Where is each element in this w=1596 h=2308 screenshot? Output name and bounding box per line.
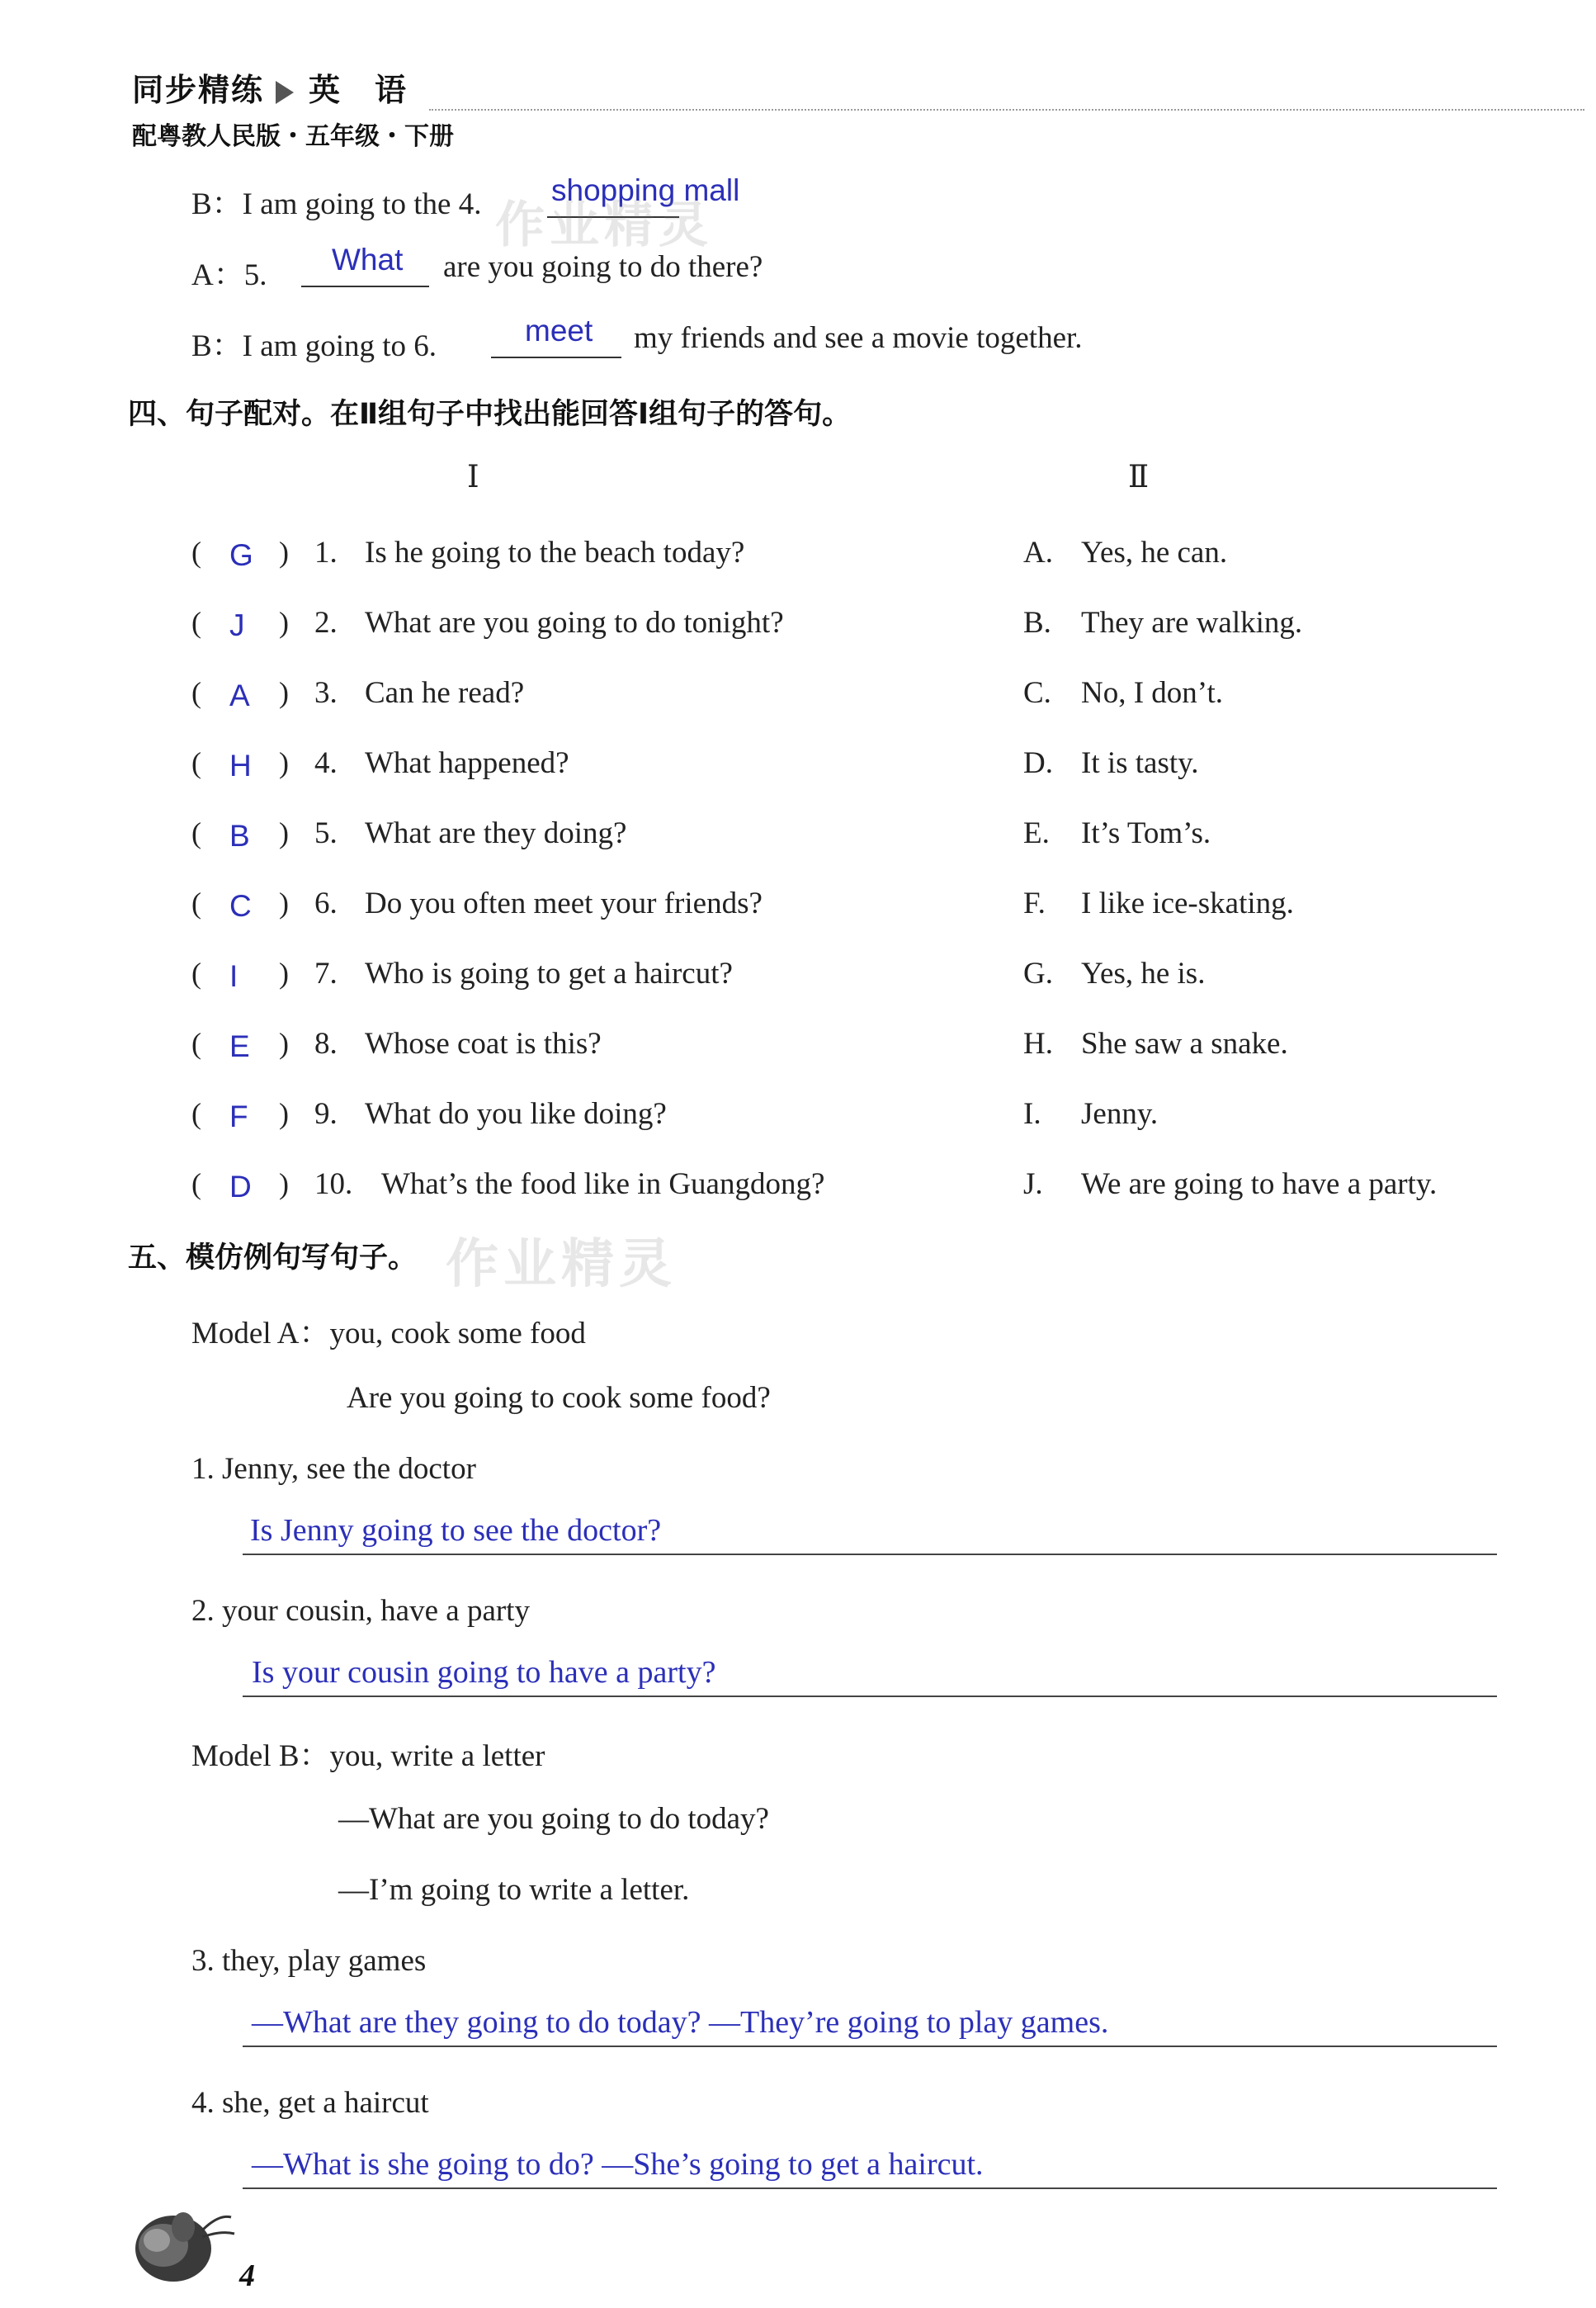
butterfly-icon — [124, 2197, 239, 2288]
option-letter: D. — [1023, 746, 1053, 780]
watermark-top: 作业精灵 — [495, 196, 713, 254]
option-text: Yes, he can. — [1081, 536, 1228, 570]
option-text: Yes, he is. — [1081, 957, 1206, 991]
question-text: What are they doing? — [365, 816, 627, 850]
option-text: She saw a snake. — [1081, 1027, 1288, 1061]
match-answer: H — [229, 749, 252, 783]
dialogue-line-5-prefix: A：5. — [191, 258, 267, 292]
match-answer: F — [229, 1100, 248, 1133]
option-letter: G. — [1023, 957, 1053, 991]
question-number: 8. — [314, 1027, 338, 1061]
dialogue-line-5-suffix: are you going to do there? — [443, 250, 763, 284]
question-text: Do you often meet your friends? — [365, 887, 763, 920]
page-number: 4 — [239, 2258, 255, 2293]
option-letter: J. — [1023, 1167, 1043, 1201]
answer-line-3 — [243, 2046, 1497, 2047]
watermark: 作业精灵 — [446, 1234, 677, 1295]
item-3-answer: —What are they going to do today? —They’re going to play games. — [252, 2005, 1109, 2040]
paren-open: ( — [191, 816, 201, 849]
answer-line-4 — [243, 2187, 1497, 2189]
item-3-prompt: 3. they, play games — [191, 1944, 427, 1978]
paren-close: ) — [279, 1167, 289, 1200]
paren-close: ) — [279, 957, 289, 990]
paren-open: ( — [191, 887, 201, 920]
paren-open: ( — [191, 746, 201, 779]
dialogue-line-6-prefix: B：I am going to 6. — [191, 329, 437, 363]
dialogue-line-6-suffix: my friends and see a movie together. — [634, 321, 1083, 355]
match-answer: A — [229, 679, 250, 712]
question-text: Who is going to get a haircut? — [365, 957, 733, 991]
model-b-question: —What are you going to do today? — [338, 1802, 769, 1836]
book-series: 同步精练 — [132, 72, 265, 108]
section-5-heading: 五、模仿例句写句子。 — [128, 1241, 418, 1275]
option-text: I like ice-skating. — [1081, 887, 1294, 920]
question-number: 10. — [314, 1167, 353, 1201]
option-letter: E. — [1023, 816, 1050, 850]
paren-open: ( — [191, 957, 201, 990]
question-number: 1. — [314, 536, 338, 570]
option-text: It’s Tom’s. — [1081, 816, 1211, 850]
item-2-prompt: 2. your cousin, have a party — [191, 1594, 530, 1628]
question-number: 5. — [314, 816, 338, 850]
question-number: 9. — [314, 1097, 338, 1131]
question-text: What do you like doing? — [365, 1097, 667, 1131]
answer-line-2 — [243, 1696, 1497, 1697]
item-4-answer: —What is she going to do? —She’s going to get a haircut. — [252, 2147, 984, 2182]
question-text: What are you going to do tonight? — [365, 606, 784, 640]
option-letter: B. — [1023, 606, 1051, 640]
triangle-arrow-icon — [276, 81, 294, 104]
paren-open: ( — [191, 676, 201, 709]
option-text: They are walking. — [1081, 606, 1303, 640]
match-answer: I — [229, 959, 238, 993]
option-text: It is tasty. — [1081, 746, 1199, 780]
question-number: 3. — [314, 676, 338, 710]
book-title — [132, 64, 408, 110]
model-a-example: Are you going to cook some food? — [347, 1381, 771, 1415]
question-text: What’s the food like in Guangdong? — [381, 1167, 825, 1201]
match-answer: C — [229, 889, 252, 923]
item-4-prompt: 4. she, get a haircut — [191, 2086, 429, 2120]
paren-close: ) — [279, 1097, 289, 1130]
question-number: 4. — [314, 746, 338, 780]
column-2-heading: Ⅱ — [1128, 461, 1150, 494]
paren-open: ( — [191, 1097, 201, 1130]
answer-6: meet — [525, 314, 593, 348]
option-letter: C. — [1023, 676, 1051, 710]
paren-close: ) — [279, 887, 289, 920]
paren-close: ) — [279, 536, 289, 569]
paren-close: ) — [279, 606, 289, 639]
option-letter: H. — [1023, 1027, 1053, 1061]
item-2-answer: Is your cousin going to have a party? — [252, 1655, 716, 1690]
paren-close: ) — [279, 1027, 289, 1060]
option-text: We are going to have a party. — [1081, 1167, 1438, 1201]
match-answer: B — [229, 819, 250, 853]
blank-6 — [491, 357, 621, 358]
match-answer: G — [229, 538, 253, 572]
match-answer: J — [229, 608, 245, 642]
item-1-prompt: 1. Jenny, see the doctor — [191, 1452, 476, 1486]
paren-open: ( — [191, 536, 201, 569]
question-number: 7. — [314, 957, 338, 991]
item-1-answer: Is Jenny going to see the doctor? — [250, 1513, 662, 1548]
answer-4: shopping mall — [551, 173, 740, 207]
question-text: Can he read? — [365, 676, 525, 710]
match-answer: E — [229, 1029, 250, 1063]
book-edition: 配粤教人民版・五年级・下册 — [132, 122, 454, 151]
question-text: Is he going to the beach today? — [365, 536, 745, 570]
dialogue-line-4: B：I am going to the 4. — [191, 187, 482, 221]
option-letter: I. — [1023, 1097, 1041, 1131]
answer-line-1 — [243, 1554, 1497, 1555]
book-subject: 英 语 — [309, 72, 408, 108]
question-number: 2. — [314, 606, 338, 640]
option-letter: F. — [1023, 887, 1046, 920]
option-text: No, I don’t. — [1081, 676, 1223, 710]
question-text: What happened? — [365, 746, 569, 780]
question-number: 6. — [314, 887, 338, 920]
paren-open: ( — [191, 1167, 201, 1200]
option-text: Jenny. — [1081, 1097, 1159, 1131]
model-a-label: Model A：you, cook some food — [191, 1317, 586, 1350]
option-letter: A. — [1023, 536, 1053, 570]
paren-close: ) — [279, 746, 289, 779]
paren-open: ( — [191, 1027, 201, 1060]
section-4-heading: 四、句子配对。在Ⅱ组句子中找出能回答Ⅰ组句子的答句。 — [128, 398, 852, 431]
column-1-heading: Ⅰ — [467, 461, 479, 494]
model-b-label: Model B：you, write a letter — [191, 1739, 545, 1773]
blank-5 — [301, 286, 429, 287]
paren-open: ( — [191, 606, 201, 639]
model-b-answer: —I’m going to write a letter. — [338, 1873, 690, 1907]
header-divider — [429, 109, 1584, 111]
answer-5: What — [332, 243, 404, 277]
question-text: Whose coat is this? — [365, 1027, 602, 1061]
paren-close: ) — [279, 816, 289, 849]
match-answer: D — [229, 1170, 252, 1204]
paren-close: ) — [279, 676, 289, 709]
